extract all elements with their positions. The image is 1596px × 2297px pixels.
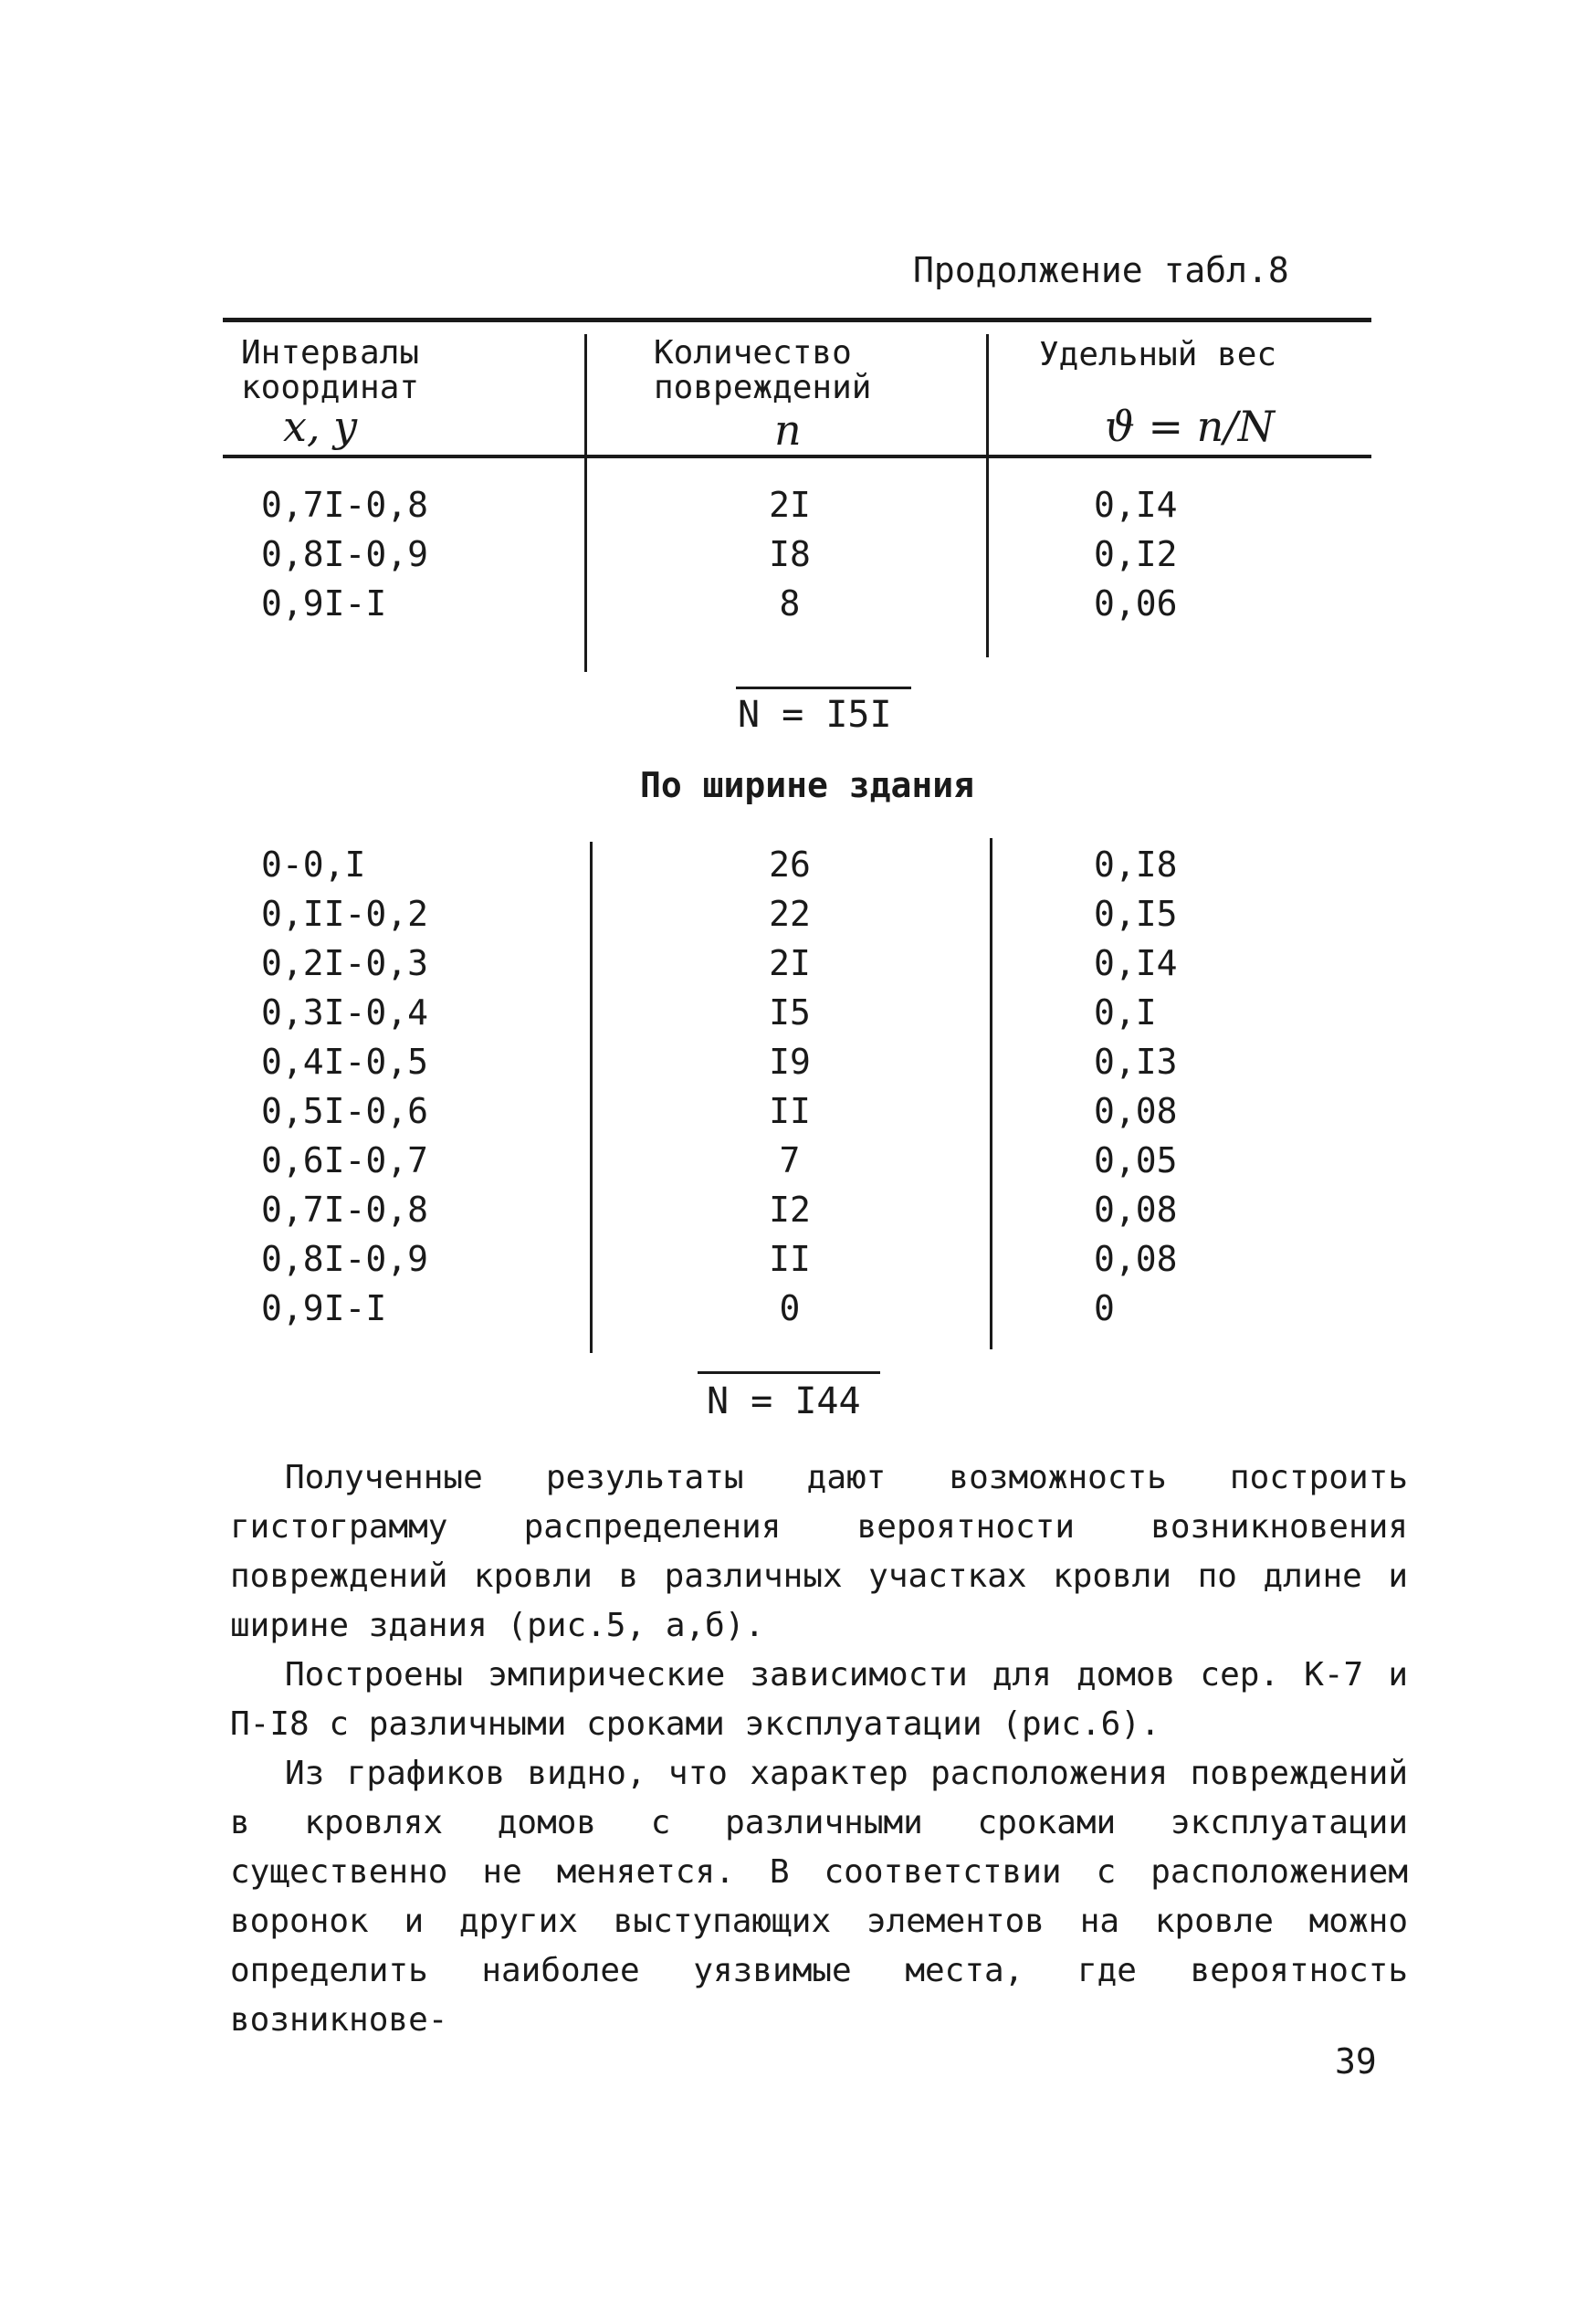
total-151: N = I5I xyxy=(738,694,892,736)
interval-cell: 0,8I-0,9 xyxy=(261,1239,429,1279)
weight-cell: 0,I5 xyxy=(1094,894,1178,934)
table-row xyxy=(0,1136,1596,1185)
interval-cell: 0-0,I xyxy=(261,844,366,885)
weight-cell: 0,I4 xyxy=(1094,485,1178,525)
table-top-rule xyxy=(223,318,1371,322)
count-cell: I5 xyxy=(769,992,811,1033)
count-cell: II xyxy=(769,1239,811,1279)
interval-cell: 0,3I-0,4 xyxy=(261,992,429,1033)
paragraph-3 xyxy=(230,1749,1408,2045)
interval-cell: 0,2I-0,3 xyxy=(261,943,429,983)
header-bottom-rule xyxy=(223,455,1371,458)
weight-cell: 0,06 xyxy=(1094,583,1178,624)
count-cell: 2I xyxy=(769,943,811,983)
count-cell: 8 xyxy=(779,583,801,624)
header-count-variable: n xyxy=(774,405,802,455)
interval-cell: 0,9I-I xyxy=(261,1288,387,1328)
table-row xyxy=(0,480,1596,530)
table-row xyxy=(0,889,1596,939)
interval-cell: 0,II-0,2 xyxy=(261,894,429,934)
interval-cell: 0,4I-0,5 xyxy=(261,1042,429,1082)
header-count: Количество повреждений xyxy=(654,334,872,406)
paragraph-2-text: Построены эмпирические зависимости для домов сер. К-7 и П-I8 с различными сроками эксплуатации (рис.6). xyxy=(230,1656,1408,1743)
paragraph-2 xyxy=(230,1651,1408,1749)
table-row xyxy=(0,530,1596,579)
count-cell: 0 xyxy=(779,1288,801,1328)
weight-cell: 0,08 xyxy=(1094,1091,1178,1131)
weight-cell: 0,I8 xyxy=(1094,844,1178,885)
paragraph-3-text: Из графиков видно, что характер расположения повреждений в кровлях домов с различными сроками эксплуатации существенно не меняется. В соответствии с расположением воронок и других выступающих элементов на кровле можно определить наиболее уязвимые места, где вероятность возникнове- xyxy=(230,1755,1408,2039)
paragraph-1 xyxy=(230,1453,1408,1651)
table-row xyxy=(0,579,1596,628)
weight-cell: 0,I xyxy=(1094,992,1157,1033)
table-row xyxy=(0,1086,1596,1136)
weight-cell: 0 xyxy=(1094,1288,1115,1328)
section-title-width: По ширине здания xyxy=(639,765,975,805)
count-cell: 26 xyxy=(769,844,811,885)
weight-cell: 0,I2 xyxy=(1094,534,1178,574)
count-cell: 2I xyxy=(769,485,811,525)
table-row xyxy=(0,1284,1596,1333)
interval-cell: 0,9I-I xyxy=(261,583,387,624)
header-intervals-variable: x, y xyxy=(283,402,358,451)
header-weight: Удельный вес xyxy=(1039,336,1277,373)
interval-cell: 0,7I-0,8 xyxy=(261,485,429,525)
total-144: N = I44 xyxy=(707,1380,861,1422)
weight-cell: 0,I4 xyxy=(1094,943,1178,983)
interval-cell: 0,5I-0,6 xyxy=(261,1091,429,1131)
total-overline xyxy=(698,1371,880,1374)
count-cell: 22 xyxy=(769,894,811,934)
weight-cell: 0,08 xyxy=(1094,1239,1178,1279)
table-caption: Продолжение табл.8 xyxy=(913,250,1289,290)
paragraph-1-text: Полученные результаты дают возможность построить гистограмму распределения вероятности возникновения повреждений кровли в различных участках кровли по длине и ширине здания (рис.5, а,б). xyxy=(230,1459,1408,1644)
count-cell: I2 xyxy=(769,1190,811,1230)
interval-cell: 0,7I-0,8 xyxy=(261,1190,429,1230)
weight-cell: 0,I3 xyxy=(1094,1042,1178,1082)
table-row xyxy=(0,840,1596,889)
header-weight-formula: ϑ = n/N xyxy=(1105,402,1276,451)
header-intervals: Интервалы координат xyxy=(241,334,420,406)
count-cell: II xyxy=(769,1091,811,1131)
table-row xyxy=(0,988,1596,1037)
weight-cell: 0,08 xyxy=(1094,1190,1178,1230)
table-row xyxy=(0,1037,1596,1086)
table-row xyxy=(0,939,1596,988)
page-number: 39 xyxy=(1335,2041,1377,2082)
interval-cell: 0,8I-0,9 xyxy=(261,534,429,574)
table-row xyxy=(0,1234,1596,1284)
interval-cell: 0,6I-0,7 xyxy=(261,1140,429,1180)
weight-cell: 0,05 xyxy=(1094,1140,1178,1180)
count-cell: I8 xyxy=(769,534,811,574)
count-cell: 7 xyxy=(779,1140,801,1180)
total-overline xyxy=(736,687,911,689)
table-row xyxy=(0,1185,1596,1234)
count-cell: I9 xyxy=(769,1042,811,1082)
